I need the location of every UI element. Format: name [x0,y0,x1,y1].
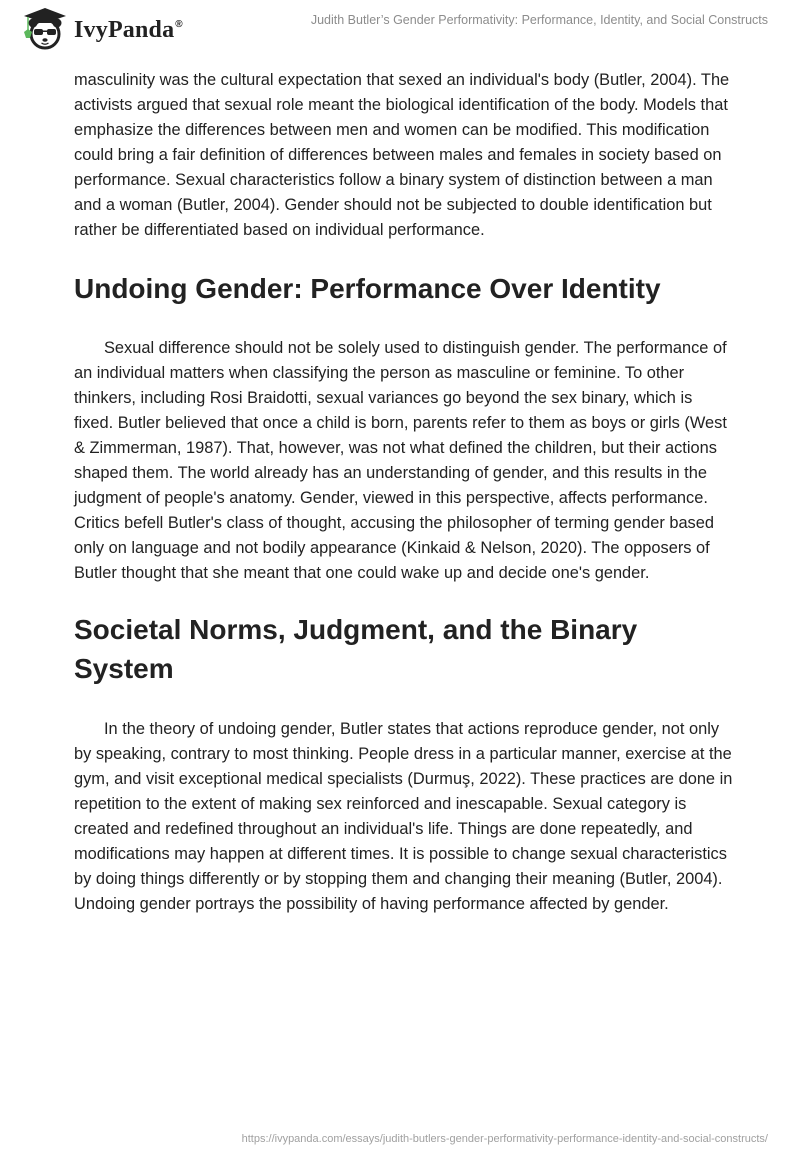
section-heading-undoing-gender: Undoing Gender: Performance Over Identity [74,273,661,304]
logo-text: IvyPanda [74,16,175,43]
section-heading-societal-norms: Societal Norms, Judgment, and the Binary System [74,614,638,684]
page-header [0,0,800,56]
ivypanda-logo[interactable] [16,8,183,48]
section-paragraph-societal-norms: In the theory of undoing gender, Butler states that actions reproduce gender, not only by speaking, contrary to most thinking. People dress in a particular manner, exercise at the gym, and visit exceptional medical specialists (Durmuş, 2022). These practices are done in repetition to the extent of making sex reinforced and inescapable. Sexual category is created and redefined throughout an individual's life. Things are done repeatedly, and modifications may happen at different times. It is possible to change sexual characteristics by doing things differently or by stopping them and changing their meaning (Butler, 2004). Undoing gender portrays the possibility of having performance affected by gender. [74,720,733,913]
registered-mark: ® [175,18,183,30]
article-body [74,68,734,917]
logo-wordmark [74,17,183,44]
source-url[interactable]: https://ivypanda.com/essays/judith-butlers-gender-performativity-performance-identity-and-social-constructs/ [241,1133,768,1145]
panda-graduation-cap-icon [16,5,72,51]
section-paragraph-undoing-gender: Sexual difference should not be solely used to distinguish gender. The performance of an individual matters when classifying the person as masculine or feminine. To other thinkers, including Rosi Braidotti, sexual variances go beyond the sex binary, which is fixed. Butler believed that once a child is born, parents refer to them as boys or girls (West & Zimmerman, 1987). That, however, was not what defined the children, but their actions shaped them. The world already has an understanding of gender, and this results in the judgment of people's anatomy. Gender, viewed in this perspective, affects performance. Critics befell Butler's class of thought, accusing the philosopher of terming gender based only on language and not bodily appearance (Kinkaid & Nelson, 2020). The opposers of Butler thought that she meant that one could wake up and decide one's gender. [74,339,727,582]
intro-paragraph: masculinity was the cultural expectation that sexed an individual's body (Butler, 2004). The activists argued that sexual role meant the biological identification of the body. Models that emphasize the differences between men and women can be modified. This modification could bring a fair definition of differences between males and females in society based on performance. Sexual characteristics follow a binary system of distinction between a man and a woman (Butler, 2004). Gender should not be subjected to double identification but rather be differentiated based on individual performance. [74,71,730,239]
document-title: Judith Butler’s Gender Performativity: Performance, Identity, and Social Constructs [310,13,768,27]
